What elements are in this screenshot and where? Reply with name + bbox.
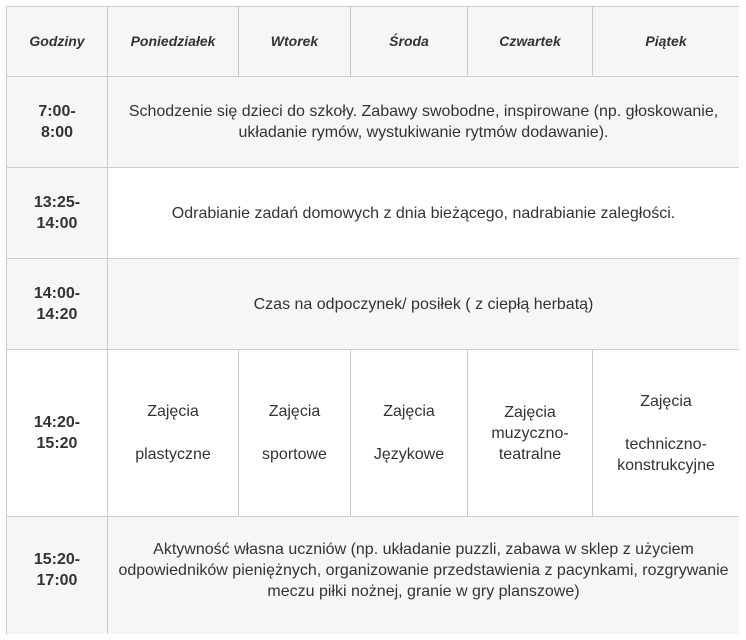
activity-line: muzyczno-: [491, 424, 569, 442]
time-start: 13:25-: [33, 194, 81, 211]
time-start: 14:00-: [33, 285, 81, 302]
time-cell: [7, 77, 108, 168]
activity-wednesday: [351, 350, 468, 517]
table-row: [7, 350, 740, 517]
time-end: 15:20: [36, 435, 78, 452]
table-row: [7, 517, 740, 635]
activity-cell: Aktywność własna uczniów (np. układanie puzzli, zabawa w sklep z użyciem odpowiedników pieniężnych, organizowanie przedstawienia z pacynkami, rozgrywanie meczu piłki nożnej, granie w gry planszowe): [108, 517, 740, 635]
activity-cell: Czas na odpoczynek/ posiłek ( z ciepłą herbatą): [108, 259, 740, 350]
time-end: 8:00: [40, 124, 74, 141]
activity-line: Zajęcia: [147, 403, 199, 420]
header-hours: Godziny: [7, 7, 108, 77]
time-cell: [7, 168, 108, 259]
activity-tuesday: [239, 350, 351, 517]
time-cell: [7, 517, 108, 635]
activity-cell: Odrabianie zadań domowych z dnia bieżącego, nadrabianie zaległości.: [108, 168, 740, 259]
header-tuesday: Wtorek: [239, 7, 351, 77]
activity-line: plastyczne: [135, 446, 211, 463]
time-start: 15:20-: [33, 551, 81, 568]
schedule-table: [6, 6, 739, 634]
activity-line: techniczno-: [625, 435, 707, 453]
activity-thursday: [468, 350, 593, 517]
time-end: 17:00: [36, 572, 78, 589]
time-end: 14:20: [36, 306, 78, 323]
activity-line: sportowe: [262, 446, 327, 463]
table-row: [7, 77, 740, 168]
header-wednesday: Środa: [351, 7, 468, 77]
activity-line: Zajęcia: [640, 392, 692, 410]
header-friday: Piątek: [593, 7, 740, 77]
table-row: [7, 259, 740, 350]
header-row: [7, 7, 740, 77]
time-end: 14:00: [36, 215, 78, 232]
time-start: 7:00-: [38, 103, 76, 120]
schedule-container: [6, 6, 739, 634]
header-monday: Poniedziałek: [108, 7, 239, 77]
activity-line: Językowe: [373, 446, 445, 463]
activity-line: Zajęcia: [268, 403, 321, 420]
time-cell: [7, 350, 108, 517]
table-row: [7, 168, 740, 259]
activity-friday: [593, 350, 740, 517]
time-cell: [7, 259, 108, 350]
activity-monday: [108, 350, 239, 517]
activity-line: Zajęcia: [504, 403, 556, 421]
time-start: 14:20-: [33, 414, 81, 431]
activity-line: teatralne: [498, 445, 562, 463]
header-thursday: Czwartek: [468, 7, 593, 77]
activity-line: konstrukcyjne: [617, 456, 715, 474]
activity-cell: Schodzenie się dzieci do szkoły. Zabawy swobodne, inspirowane (np. głoskowanie, układanie rymów, wystukiwanie rytmów dodawanie).: [108, 77, 740, 168]
activity-line: Zajęcia: [383, 403, 435, 420]
